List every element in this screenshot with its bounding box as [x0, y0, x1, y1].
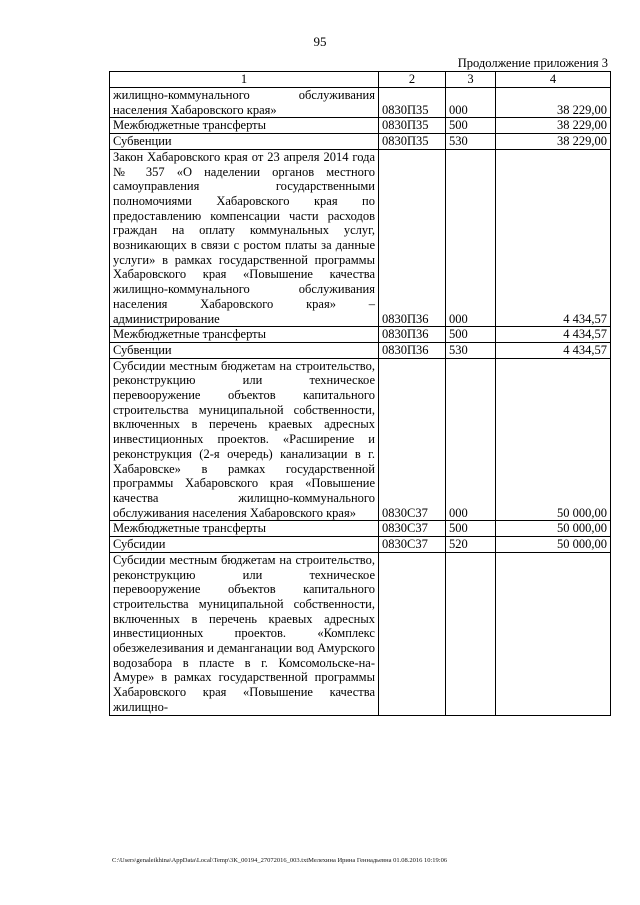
- column-header: 3: [446, 72, 496, 88]
- budget-table: [109, 71, 611, 716]
- row-name-cell: Субсидии местным бюджетам на строительство, реконструкцию или техническое перевооружение объектов капитального строительства муниципальной собственности, включенных в перечень краевых адресных инвестиционных проектов. «Расширение и реконструкция (2-я очередь) канализации в г. Хабаровске» в рамках государственной программы Хабаровского края «Повышение качества жилищно-коммунального обслуживания населения Хабаровского края»: [110, 358, 379, 521]
- row-type-cell: 520: [446, 537, 496, 553]
- table-row: [110, 149, 611, 326]
- row-type-cell: 530: [446, 342, 496, 358]
- table-row: [110, 552, 611, 715]
- row-code-cell: 0830С37: [379, 358, 446, 521]
- row-name-cell: Межбюджетные трансферты: [110, 521, 379, 537]
- row-type-cell: 530: [446, 134, 496, 150]
- row-name-cell: жилищно-коммунального обслуживания населения Хабаровского края»: [110, 88, 379, 118]
- row-sum-cell: [496, 552, 611, 715]
- row-code-cell: 0830П36: [379, 149, 446, 326]
- table-row: [110, 134, 611, 150]
- row-code-cell: 0830П35: [379, 118, 446, 134]
- table-header-row: [110, 72, 611, 88]
- table-row: [110, 88, 611, 118]
- row-code-cell: [379, 552, 446, 715]
- table-row: [110, 327, 611, 343]
- row-sum-cell: 38 229,00: [496, 118, 611, 134]
- row-sum-cell: 50 000,00: [496, 537, 611, 553]
- row-type-cell: 500: [446, 118, 496, 134]
- row-name-cell: Закон Хабаровского края от 23 апреля 2014 года № 357 «О наделении органов местного самоуправления государственными полномочиями Хабаровского края по предоставлению компенсации части расходов граждан на оплату коммунальных услуг, возникающих в связи с ростом платы за данные услуги» в рамках государственной программы Хабаровского края «Повышение качества жилищно-коммунального обслуживания населения Хабаровского края» – администрирование: [110, 149, 379, 326]
- table-row: [110, 118, 611, 134]
- row-code-cell: 0830П36: [379, 342, 446, 358]
- column-header: 1: [110, 72, 379, 88]
- table-row: [110, 537, 611, 553]
- row-name-cell: Субсидии местным бюджетам на строительство, реконструкцию или техническое перевооружение объектов капитального строительства муниципальной собственности, включенных в перечень краевых адресных инвестиционных проектов. «Комплекс обезжелезивания и деманганации вод Амурского водозабора в пласте в г. Комсомольске-на-Амуре» в рамках государственной программы Хабаровского края «Повышение качества жилищно-: [110, 552, 379, 715]
- table-row: [110, 342, 611, 358]
- row-sum-cell: 38 229,00: [496, 88, 611, 118]
- row-name-cell: Субсидии: [110, 537, 379, 553]
- row-type-cell: 500: [446, 521, 496, 537]
- page-number: 95: [313, 34, 327, 49]
- row-sum-cell: 50 000,00: [496, 358, 611, 521]
- table-row: [110, 358, 611, 521]
- row-sum-cell: 4 434,57: [496, 327, 611, 343]
- row-type-cell: 000: [446, 358, 496, 521]
- row-sum-cell: 4 434,57: [496, 149, 611, 326]
- continuation-label: Продолжение приложения 3: [457, 56, 608, 70]
- row-name-cell: Субвенции: [110, 342, 379, 358]
- row-type-cell: 000: [446, 149, 496, 326]
- row-name-cell: Субвенции: [110, 134, 379, 150]
- row-code-cell: 0830П35: [379, 88, 446, 118]
- row-sum-cell: 4 434,57: [496, 342, 611, 358]
- row-sum-cell: 50 000,00: [496, 521, 611, 537]
- row-code-cell: 0830С37: [379, 537, 446, 553]
- row-code-cell: 0830С37: [379, 521, 446, 537]
- column-header: 2: [379, 72, 446, 88]
- row-code-cell: 0830П36: [379, 327, 446, 343]
- column-header: 4: [496, 72, 611, 88]
- row-code-cell: 0830П35: [379, 134, 446, 150]
- row-name-cell: Межбюджетные трансферты: [110, 327, 379, 343]
- row-type-cell: [446, 552, 496, 715]
- row-sum-cell: 38 229,00: [496, 134, 611, 150]
- row-type-cell: 500: [446, 327, 496, 343]
- table-row: [110, 521, 611, 537]
- row-name-cell: Межбюджетные трансферты: [110, 118, 379, 134]
- row-type-cell: 000: [446, 88, 496, 118]
- file-path-footer: C:\Users\genaleikhina\AppData\Local\Temp\3K_00194_27072016_003.txtМелехина Ирина Геннадьевна 01.08.2016 10:19:06: [112, 857, 448, 864]
